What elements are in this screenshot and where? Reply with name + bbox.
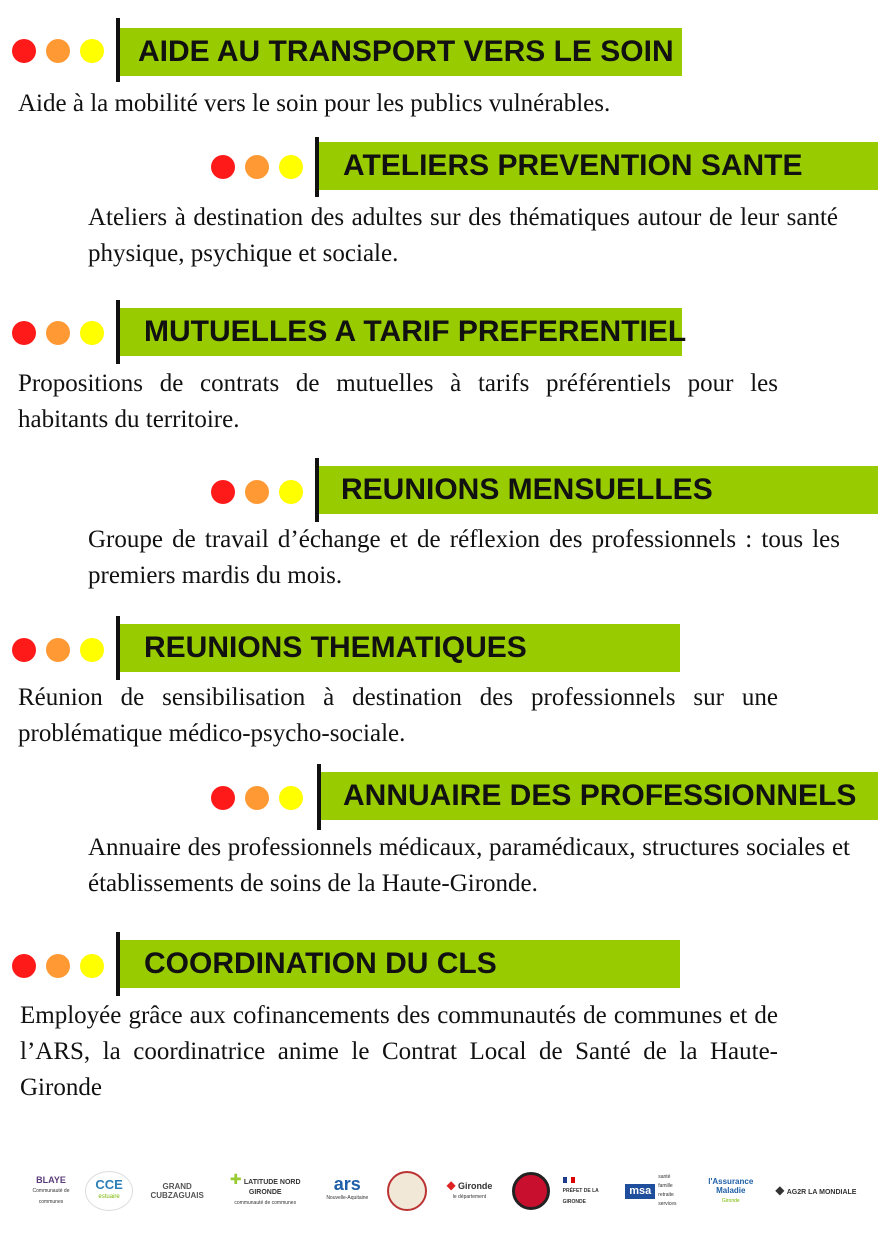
logo-circle-mark (510, 1171, 552, 1211)
orange-dot-icon (46, 39, 70, 63)
logo-assurance-maladie: l'Assurance Maladie Gironde (708, 1176, 754, 1204)
section-text: Aide à la mobilité vers le soin pour les publics vulnérables. (18, 90, 611, 117)
bullet-dots (12, 321, 104, 345)
red-dot-icon (12, 638, 36, 662)
red-dot-icon (211, 786, 235, 810)
section-title: COORDINATION DU CLS (120, 940, 680, 988)
ag2r-mark-icon: ◆ (775, 1182, 785, 1197)
yellow-dot-icon (80, 321, 104, 345)
bullet-dots (211, 480, 303, 504)
bullet-dots (211, 786, 303, 810)
yellow-dot-icon (80, 638, 104, 662)
yellow-dot-icon (80, 39, 104, 63)
section-text: Propositions de contrats de mutuelles à tarifs préférentiels pour les habitants du territoire. (18, 370, 778, 433)
logo-ars: ars Nouvelle-Aquitaine (326, 1173, 369, 1201)
yellow-dot-icon (80, 954, 104, 978)
logo-grand-cubzaguais: GRAND CUBZAGUAIS (150, 1182, 204, 1200)
logo-blaye: BLAYE Communauté de communes (32, 1174, 70, 1205)
logo-msa: msa santé famille retraite services (624, 1171, 688, 1211)
section-title: AIDE AU TRANSPORT VERS LE SOIN (120, 28, 682, 76)
partner-logos (28, 1168, 858, 1214)
section-title: REUNIONS THEMATIQUES (120, 624, 680, 672)
red-dot-icon (12, 954, 36, 978)
section-text: Groupe de travail d’échange et de réflexion des professionnels : tous les premiers mardis du mois. (88, 526, 840, 589)
section-title: ANNUAIRE DES PROFESSIONNELS (321, 772, 878, 820)
yellow-dot-icon (279, 155, 303, 179)
orange-dot-icon (46, 954, 70, 978)
logo-latitude-nord-gironde: ✚ LATITUDE NORD GIRONDE communauté de communes (229, 1170, 301, 1206)
logo-cce: CCE estuaire (85, 1171, 133, 1211)
section-text: Ateliers à destination des adultes sur des thématiques autour de leur santé physique, psychique et sociale. (88, 204, 838, 267)
section-text: Annuaire des professionnels médicaux, paramédicaux, structures sociales et établissements de soins de la Haute-Gironde. (88, 834, 850, 897)
section-text: Employée grâce aux cofinancements des communautés de communes et de l’ARS, la coordinatrice anime le Contrat Local de Santé de la Haute-Gironde (20, 1002, 778, 1101)
bullet-dots (12, 954, 104, 978)
red-dot-icon (211, 480, 235, 504)
cross-icon: ✚ (229, 1170, 242, 1187)
bullet-dots (211, 155, 303, 179)
orange-dot-icon (245, 155, 269, 179)
orange-dot-icon (46, 638, 70, 662)
logo-prefet: PRÉFET DE LA GIRONDE (563, 1171, 613, 1211)
bullet-dots (12, 39, 104, 63)
section-title: REUNIONS MENSUELLES (319, 466, 878, 514)
gironde-mark-icon: ◆ (446, 1177, 456, 1192)
logo-ag2r: ◆ AG2R LA MONDIALE (775, 1182, 857, 1197)
section-title: MUTUELLES A TARIF PREFERENTIEL (120, 308, 682, 356)
bullet-dots (12, 638, 104, 662)
orange-dot-icon (245, 480, 269, 504)
red-dot-icon (12, 321, 36, 345)
section-text: Réunion de sensibilisation à destination des professionnels sur une problématique médico-psycho-sociale. (18, 684, 778, 747)
yellow-dot-icon (279, 480, 303, 504)
orange-dot-icon (245, 786, 269, 810)
logo-commune-emblem (385, 1171, 429, 1211)
red-dot-icon (211, 155, 235, 179)
red-dot-icon (12, 39, 36, 63)
orange-dot-icon (46, 321, 70, 345)
yellow-dot-icon (279, 786, 303, 810)
logo-gironde: ◆ Gironde le département (446, 1177, 493, 1200)
section-title: ATELIERS PREVENTION SANTE (319, 142, 878, 190)
